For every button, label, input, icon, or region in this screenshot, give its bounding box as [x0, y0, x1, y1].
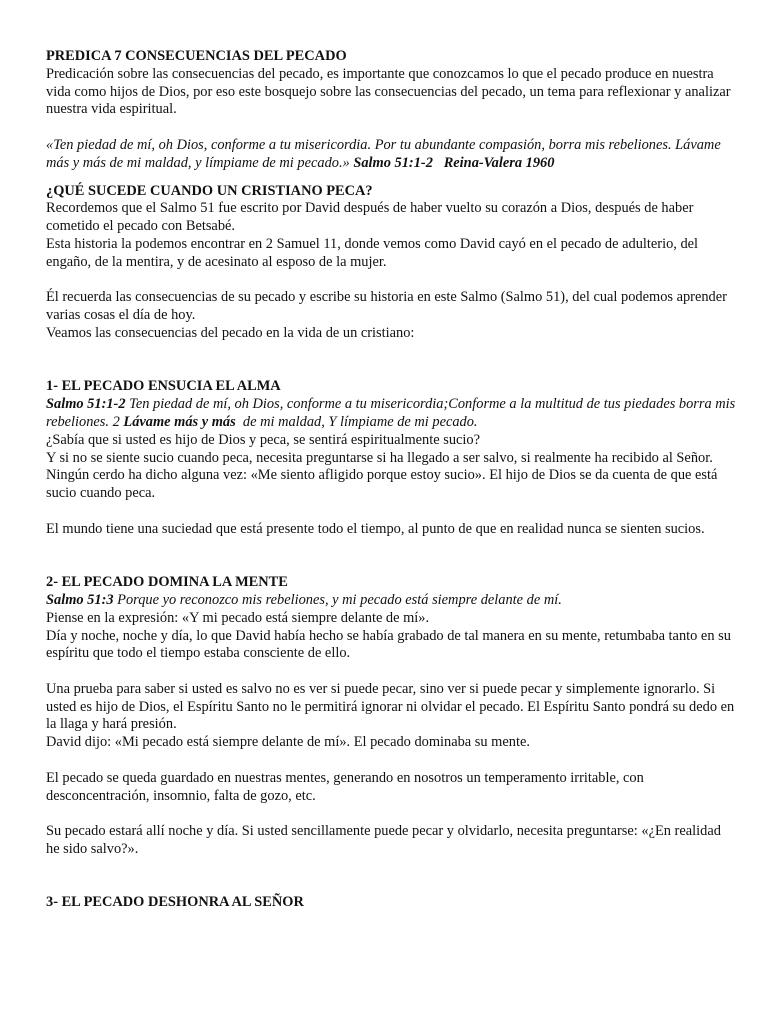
- paragraph: Su pecado estará allí noche y día. Si usted sencillamente puede pecar y olvidarlo, necesita preguntarse: «¿En realidad he sido salvo?».: [46, 823, 721, 858]
- spacer: [46, 272, 736, 290]
- spacer: [46, 503, 736, 521]
- paragraph: Esta historia la podemos encontrar en 2 Samuel 11, donde vemos como David cayó en el pecado de adulterio, del engaño, de la mentira, y de acesinato al esposo de la mujer.: [46, 235, 699, 270]
- paragraph: Día y noche, noche y día, lo que David había hecho se había grabado de tal manera en su mente, retumbaba tanto en su espíritu que todo el tiempo estaba consciente de ello.: [46, 627, 731, 662]
- paragraph: Veamos las consecuencias del pecado en la vida de un cristiano:: [46, 324, 415, 341]
- verse-text: Porque yo reconozco mis rebeliones, y mi pecado está siempre delante de mí.: [113, 591, 562, 608]
- verse-reference: Salmo 51:3: [46, 591, 114, 608]
- paragraph: El pecado se queda guardado en nuestras mentes, generando en nosotros un temperamento irritable, con desconcentración, insomnio, falta de gozo, etc.: [46, 769, 644, 804]
- verse-text: de mi maldad, Y límpiame de mi pecado.: [235, 413, 478, 430]
- paragraph: Ningún cerdo ha dicho alguna vez: «Me siento afligido porque estoy sucio». El hijo de Dios se da cuenta de que está sucio cuando peca.: [46, 467, 718, 502]
- paragraph: Recordemos que el Salmo 51 fue escrito por David después de haber vuelto su corazón a Dios, después de haber cometido el pecado con Betsabé.: [46, 200, 694, 235]
- paragraph: Piense en la expresión: «Y mi pecado está siempre delante de mí».: [46, 609, 430, 626]
- spacer: [46, 663, 736, 681]
- paragraph: Él recuerda las consecuencias de su pecado y escribe su historia en este Salmo (Salmo 51), del cual podemos aprender varias cosas el día de hoy.: [46, 289, 727, 324]
- verse-reference: Salmo 51:1-2: [46, 396, 126, 413]
- spacer: [46, 343, 736, 379]
- spacer: [46, 859, 736, 895]
- section-heading-3: 3- EL PECADO DESHONRA AL SEÑOR: [46, 894, 304, 911]
- section-heading-what-happens: ¿QUÉ SUCEDE CUANDO UN CRISTIANO PECA?: [46, 182, 373, 199]
- verse-quote: [46, 592, 736, 610]
- verse-quote: [46, 396, 739, 432]
- intro-paragraph: Predicación sobre las consecuencias del pecado, es importante que conozcamos lo que el pecado produce en nuestra vida como hijos de Dios, por eso este bosquejo sobre las consecuencias del pecado, un tema para reflexionar y analizar nuestra vida espiritual.: [46, 65, 731, 118]
- verse-emphasis: Lávame más y más: [123, 413, 236, 430]
- opening-quote: [46, 137, 736, 173]
- paragraph: David dijo: «Mi pecado está siempre delante de mí». El pecado dominaba su mente.: [46, 734, 530, 751]
- quote-text: «Ten piedad de mí, oh Dios, conforme a tu misericordia. Por tu abundante compasión, borra mis rebeliones. Lávame más y más de mi maldad, y límpiame de mi pecado.»: [46, 136, 721, 171]
- spacer: [46, 539, 736, 575]
- paragraph: Y si no se siente sucio cuando peca, necesita preguntarse si ha llegado a ser salvo, si realmente ha recibido al Señor.: [46, 449, 713, 466]
- paragraph: Una prueba para saber si usted es salvo no es ver si puede pecar, sino ver si puede pecar y simplemente ignorarlo. Si usted es hijo de Dios, el Espíritu Santo no le permitirá ignorar ni olvidar el pecado. El Espíritu Santo pondrá su dedo en la llaga y hará presión.: [46, 680, 735, 733]
- document-title: PREDICA 7 CONSECUENCIAS DEL PECADO: [46, 48, 347, 64]
- section-heading-1: 1- EL PECADO ENSUCIA EL ALMA: [46, 378, 281, 395]
- verse-text: Ten piedad de mí, oh Dios, conforme a tu misericordia;Conforme a la multitud de tus piedades borra mis rebeliones. 2: [46, 396, 739, 430]
- paragraph: ¿Sabía que si usted es hijo de Dios y peca, se sentirá espiritualmente sucio?: [46, 431, 480, 448]
- spacer: [46, 119, 736, 137]
- document-page: [46, 48, 739, 912]
- spacer: [46, 752, 736, 770]
- section-heading-2: 2- EL PECADO DOMINA LA MENTE: [46, 574, 288, 591]
- spacer: [46, 805, 736, 823]
- quote-reference: Salmo 51:1-2 Reina-Valera 1960: [353, 154, 555, 171]
- paragraph: El mundo tiene una suciedad que está presente todo el tiempo, al punto de que en realidad nunca se sienten sucios.: [46, 520, 705, 537]
